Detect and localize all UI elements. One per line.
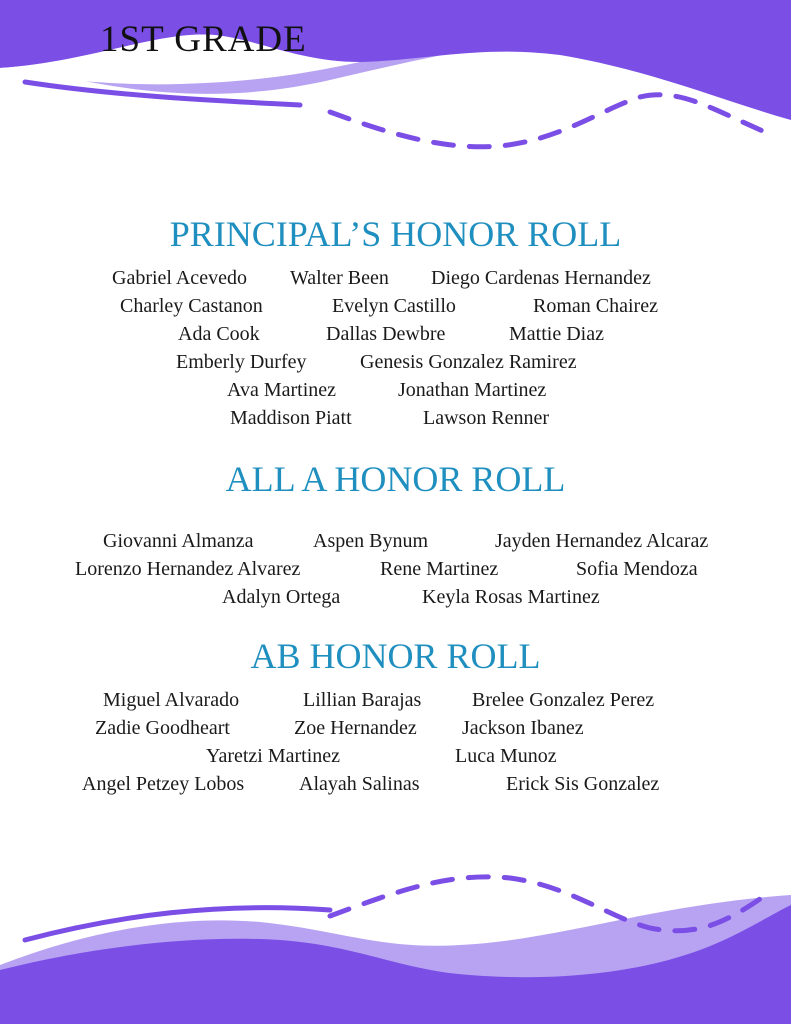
student-name: Lorenzo Hernandez Alvarez [75, 558, 301, 580]
student-name: Walter Been [290, 267, 389, 289]
name-row [0, 714, 791, 742]
student-name: Alayah Salinas [299, 773, 420, 795]
student-name: Angel Petzey Lobos [82, 773, 245, 795]
top-dashed-line [330, 95, 765, 147]
name-row [0, 686, 791, 714]
student-name: Jackson Ibanez [462, 717, 584, 739]
student-name: Evelyn Castillo [332, 295, 456, 317]
student-name: Aspen Bynum [313, 530, 428, 552]
student-name: Giovanni Almanza [103, 530, 254, 552]
student-name: Ava Martinez [227, 379, 337, 401]
student-name: Sofia Mendoza [576, 558, 698, 580]
name-row [0, 376, 791, 404]
student-name: Jonathan Martinez [398, 379, 547, 401]
section-heading: AB HONOR ROLL [250, 636, 541, 676]
name-row [0, 264, 791, 292]
student-name: Brelee Gonzalez Perez [472, 689, 655, 711]
student-name: Rene Martinez [380, 558, 499, 580]
name-row [0, 555, 791, 583]
student-name: Ada Cook [178, 323, 260, 345]
student-name: Genesis Gonzalez Ramirez [360, 351, 577, 373]
name-row [0, 770, 791, 798]
name-row [0, 742, 791, 770]
bottom-wave-decoration [0, 860, 791, 1024]
grade-title: 1ST GRADE [100, 19, 307, 60]
student-name: Adalyn Ortega [222, 586, 341, 608]
student-name: Keyla Rosas Martinez [422, 586, 600, 608]
student-name: Charley Castanon [120, 295, 263, 317]
name-row [0, 583, 791, 611]
student-name: Yaretzi Martinez [206, 745, 341, 767]
name-row [0, 404, 791, 432]
section-heading: PRINCIPAL’S HONOR ROLL [169, 214, 622, 254]
student-name: Dallas Dewbre [326, 323, 446, 345]
student-name: Mattie Diaz [509, 323, 604, 345]
principal-honor-roll-section [0, 214, 791, 432]
name-row [0, 527, 791, 555]
student-name: Lawson Renner [423, 407, 550, 429]
student-name: Roman Chairez [533, 295, 658, 317]
all-a-honor-roll-section [0, 459, 791, 611]
student-name: Gabriel Acevedo [112, 267, 247, 289]
student-name: Luca Munoz [455, 745, 557, 767]
ab-honor-roll-section [0, 636, 791, 798]
student-name: Zoe Hernandez [294, 717, 417, 739]
student-name: Maddison Piatt [230, 407, 352, 429]
name-row [0, 348, 791, 376]
student-name: Miguel Alvarado [103, 689, 240, 711]
student-name: Erick Sis Gonzalez [506, 773, 660, 795]
name-row [0, 292, 791, 320]
section-heading: ALL A HONOR ROLL [225, 459, 566, 499]
student-name: Diego Cardenas Hernandez [431, 267, 651, 289]
student-name: Emberly Durfey [176, 351, 307, 373]
student-name: Zadie Goodheart [95, 717, 230, 739]
student-name: Jayden Hernandez Alcaraz [495, 530, 709, 552]
name-row [0, 320, 791, 348]
student-name: Lillian Barajas [303, 689, 422, 711]
